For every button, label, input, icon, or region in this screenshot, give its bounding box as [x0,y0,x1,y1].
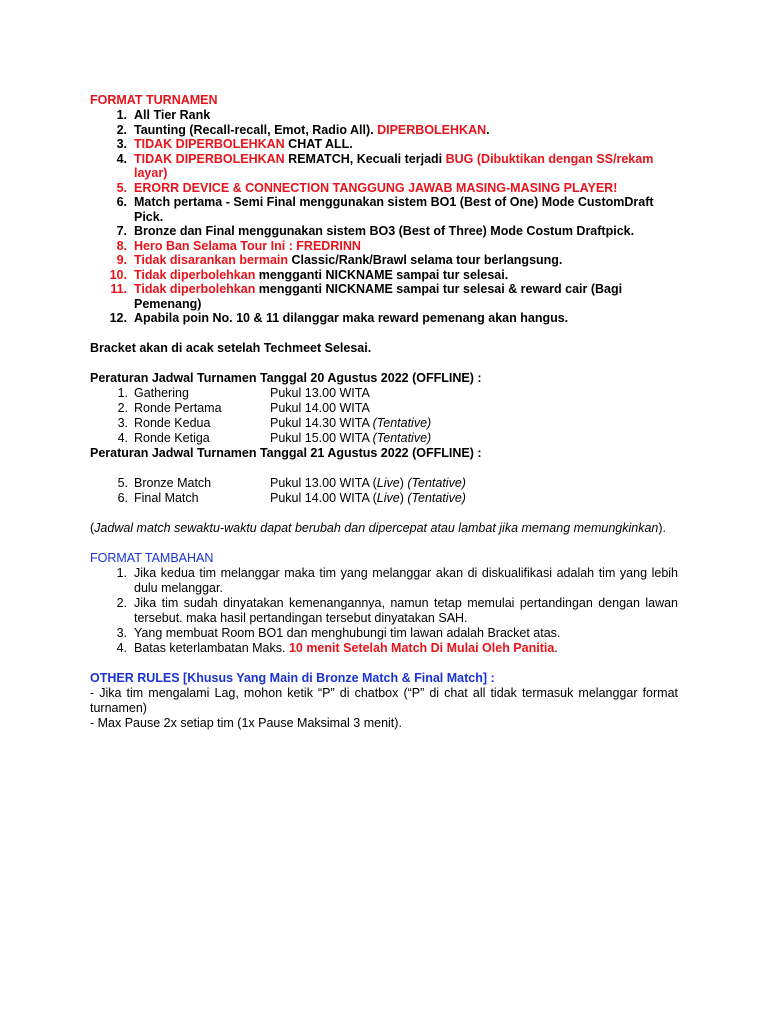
rule-text: CHAT ALL. [284,137,353,151]
rule-number: 5. [116,180,127,195]
rule-text: All Tier Rank [134,108,211,122]
tambahan-end: . [554,640,558,655]
schedule-row [90,476,678,491]
rule-item [90,195,678,224]
rule-text: mengganti NICKNAME sampai tur selesai. [255,267,509,282]
schedule-time: Pukul 14.00 WITA [270,400,370,415]
rule-item [90,152,678,181]
schedule-row [90,491,678,506]
tambahan-number: 3. [116,625,127,640]
tambahan-highlight: 10 menit Setelah Match Di Mulai Oleh Panitia [288,640,555,655]
tambahan-text: Batas keterlambatan Maks. [134,640,289,655]
schedule-tentative: (Tentative) [372,415,432,430]
schedule-1-list [90,386,678,446]
schedule-number: 4. [117,430,128,445]
rule-number: 7. [116,224,127,238]
rule-item [90,282,678,311]
rule-text: Bronze dan Final menggunakan sistem BO3 (Best of Three) Mode Costum Draftpick. [134,224,635,238]
rule-text: Taunting (Recall-recall, Emot, Radio All). [134,122,378,137]
rule-highlight: BUG (Dibuktikan dengan SS/rekam layar) [134,151,654,180]
rule-number: 10. [109,267,127,282]
rule-item [90,123,678,138]
rule-number: 6. [116,195,127,209]
schedule-tentative: (Tentative) [407,475,466,490]
rule-number: 11. [110,282,127,296]
schedule-2-list [90,476,678,506]
bracket-note: Bracket akan di acak setelah Techmeet Selesai. [90,340,372,355]
schedule-2-title: Peraturan Jadwal Turnamen Tanggal 21 Agustus 2022 (OFFLINE) : [90,445,482,460]
tambahan-item [90,566,678,596]
tambahan-number: 1. [116,565,127,580]
schedule-note-text: Jadwal match sewaktu-waktu dapat berubah dan dipercepat atau lambat jika memang memungkinkan [94,520,659,535]
rule-number: 8. [116,238,127,253]
schedule-time: Pukul 15.00 WITA [270,430,373,445]
rule-highlight: ERORR DEVICE & CONNECTION TANGGUNG JAWAB MASING-MASING PLAYER! [134,180,618,195]
schedule-number: 1. [117,385,128,400]
schedule-time: Pukul 13.00 WITA ( [270,475,377,490]
rule-item [90,108,678,123]
rule-text: Classic/Rank/Brawl selama tour berlangsung. [288,253,563,267]
rule-item [90,239,678,254]
schedule-event: Ronde Pertama [134,400,222,415]
schedule-number: 2. [117,400,128,415]
rule-item [90,224,678,239]
rule-item [90,311,678,326]
rule-text: mengganti NICKNAME sampai tur selesai & reward cair (Bagi Pemenang) [134,282,623,311]
schedule-row [90,431,678,446]
tambahan-number: 2. [116,595,127,610]
format-heading: FORMAT TURNAMEN [90,93,218,107]
schedule-row [90,416,678,431]
schedule-live: Live [376,475,400,490]
format-rules-list [90,108,678,326]
rule-highlight: TIDAK DIPERBOLEHKAN [134,151,285,166]
schedule-tentative: (Tentative) [407,490,466,505]
schedule-number: 3. [117,415,128,430]
paren-open: ( [90,520,95,535]
tambahan-list [90,566,678,656]
schedule-live: Live [376,490,400,505]
rule-highlight: Tidak diperbolehkan [134,282,256,296]
schedule-sep: ) [399,475,408,490]
rule-text: Match pertama - Semi Final menggunakan sistem BO1 (Best of One) Mode CustomDraft Pick. [134,195,654,224]
other-rule-line: - Jika tim mengalami Lag, mohon ketik “P” di chatbox (“P” di chat all tidak termasuk melanggar format turnamen) [90,685,678,715]
rule-text: Apabila poin No. 10 & 11 dilanggar maka reward pemenang akan hangus. [134,311,569,325]
schedule-sep: ) [399,490,408,505]
rule-item [90,181,678,196]
schedule-number: 6. [117,490,128,505]
other-rules-heading: OTHER RULES [Khusus Yang Main di Bronze Match & Final Match] : [90,670,495,685]
rule-number: 9. [116,253,127,267]
rule-text: . [486,122,490,137]
schedule-event: Ronde Kedua [134,415,211,430]
rule-highlight: Tidak diperbolehkan [134,267,256,282]
tambahan-number: 4. [116,640,127,655]
rule-number: 2. [116,122,127,137]
rule-number: 4. [116,151,127,166]
schedule-event: Final Match [134,490,199,505]
schedule-1-title: Peraturan Jadwal Turnamen Tanggal 20 Agustus 2022 (OFFLINE) : [90,370,482,385]
schedule-time: Pukul 13.00 WITA [270,385,370,400]
other-rule-line: - Max Pause 2x setiap tim (1x Pause Maksimal 3 menit). [90,715,402,730]
rule-item [90,137,678,152]
schedule-tentative: (Tentative) [372,430,432,445]
schedule-time: Pukul 14.30 WITA [270,415,373,430]
rule-item [90,253,678,268]
schedule-row [90,386,678,401]
paren-close: ). [658,520,667,535]
schedule-number: 5. [117,475,128,490]
rule-number: 1. [116,108,127,122]
rule-highlight: Tidak disarankan bermain [134,253,288,267]
rule-item [90,268,678,283]
rule-highlight: TIDAK DIPERBOLEHKAN [134,137,285,151]
tambahan-item [90,596,678,626]
schedule-event: Ronde Ketiga [134,430,210,445]
schedule-event: Bronze Match [134,475,212,490]
schedule-event: Gathering [134,385,189,400]
schedule-note [90,521,678,536]
document-page [90,93,678,731]
tambahan-text: Jika kedua tim melanggar maka tim yang melanggar akan di diskualifikasi adalah tim yang lebih dulu melanggar. [134,565,678,595]
schedule-time: Pukul 14.00 WITA ( [270,490,377,505]
tambahan-heading: FORMAT TAMBAHAN [90,550,214,565]
tambahan-text: Yang membuat Room BO1 dan menghubungi tim lawan adalah Bracket atas. [134,625,561,640]
rule-text: REMATCH, Kecuali terjadi [284,151,446,166]
tambahan-item [90,641,678,656]
tambahan-item [90,626,678,641]
rule-number: 3. [116,137,127,151]
schedule-row [90,401,678,416]
rule-number: 12. [109,311,127,325]
tambahan-text: Jika tim sudah dinyatakan kemenangannya, namun tetap memulai pertandingan dengan lawan tersebut. maka hasil pertandingan tersebut dinyatakan SAH. [134,595,678,625]
rule-highlight: Hero Ban Selama Tour Ini : FREDRINN [134,238,361,253]
rule-highlight: DIPERBOLEHKAN [377,122,487,137]
